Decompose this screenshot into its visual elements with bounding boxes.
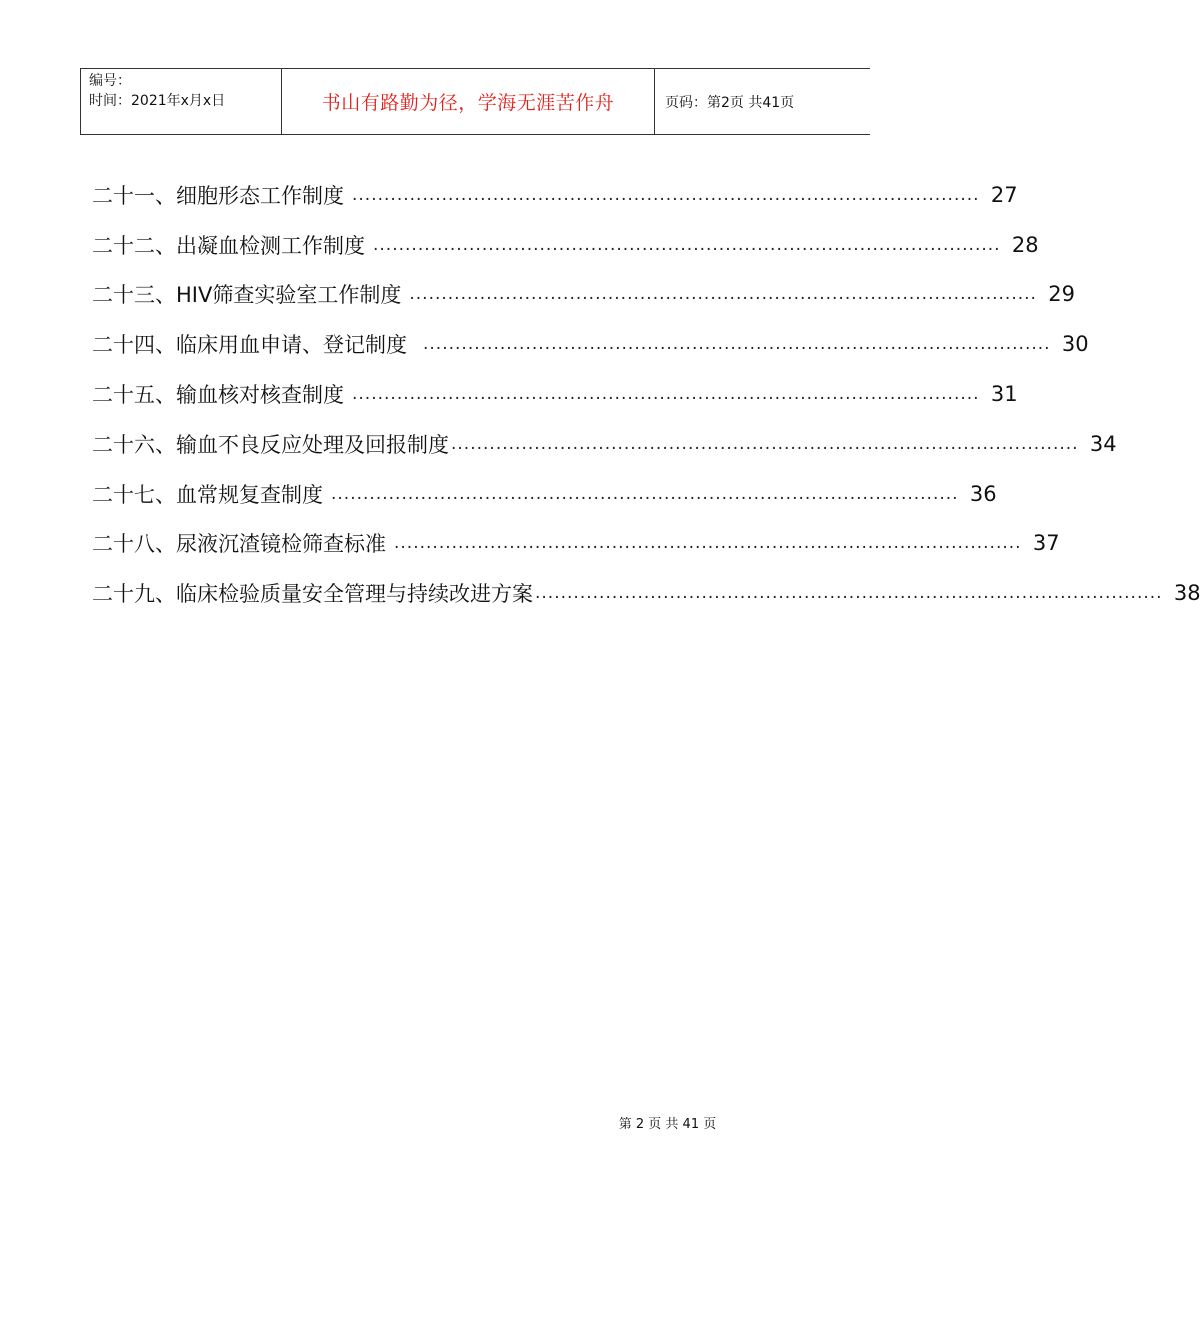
toc-leader: .................................................................................................. xyxy=(409,284,1037,305)
toc-number: 二十九、 xyxy=(92,582,176,607)
toc-entry[interactable] xyxy=(92,469,997,519)
toc-leader: .................................................................................................. xyxy=(394,533,1022,554)
header-meta xyxy=(81,69,282,134)
toc-number: 二十二、 xyxy=(92,233,176,258)
toc-page: 37 xyxy=(1032,531,1060,556)
header-page-info: 页码：第2页 共41页 xyxy=(665,94,795,111)
toc-page: 38 xyxy=(1173,581,1201,606)
page-header xyxy=(80,68,870,135)
toc-entry[interactable] xyxy=(92,220,1039,270)
toc-title: HIV筛查实验室工作制度 xyxy=(176,283,402,308)
toc-title: 血常规复查制度 xyxy=(176,482,323,507)
toc-leader: .................................................................................................. xyxy=(331,483,959,504)
toc-page: 31 xyxy=(990,382,1018,407)
toc-title: 临床用血申请、登记制度 xyxy=(176,333,407,358)
toc-page: 30 xyxy=(1061,332,1089,357)
page-footer: 第 2 页 共 41 页 xyxy=(618,1117,717,1132)
toc-title: 细胞形态工作制度 xyxy=(176,183,344,208)
toc-number: 二十一、 xyxy=(92,183,176,208)
toc-entry[interactable] xyxy=(92,519,1060,569)
table-of-contents xyxy=(92,170,1201,618)
toc-leader: .................................................................................................. xyxy=(423,334,1051,355)
header-number-label: 编号： xyxy=(89,73,131,89)
toc-title: 输血核对核查制度 xyxy=(176,383,344,408)
toc-page: 28 xyxy=(1011,232,1039,257)
toc-leader: .................................................................................................. xyxy=(373,234,1001,255)
toc-leader: .................................................................................................. xyxy=(352,184,980,205)
toc-number: 二十三、 xyxy=(92,283,176,308)
toc-entry[interactable] xyxy=(92,270,1075,320)
toc-entry[interactable] xyxy=(92,369,1018,419)
toc-title: 尿液沉渣镜检筛查标准 xyxy=(176,532,386,557)
header-time-label: 时间：2021年x月x日 xyxy=(89,93,226,109)
toc-leader: .................................................................................................. xyxy=(352,384,980,405)
toc-number: 二十七、 xyxy=(92,482,176,507)
toc-entry[interactable] xyxy=(92,319,1089,369)
toc-title: 输血不良反应处理及回报制度 xyxy=(176,432,449,457)
toc-number: 二十八、 xyxy=(92,532,176,557)
toc-page: 27 xyxy=(990,182,1018,207)
toc-number: 二十六、 xyxy=(92,432,176,457)
toc-page: 34 xyxy=(1089,431,1117,456)
toc-page: 36 xyxy=(969,481,997,506)
toc-entry[interactable] xyxy=(92,419,1117,469)
toc-entry[interactable] xyxy=(92,170,1018,220)
toc-number: 二十五、 xyxy=(92,383,176,408)
toc-number: 二十四、 xyxy=(92,333,176,358)
toc-title: 临床检验质量安全管理与持续改进方案 xyxy=(176,582,533,607)
toc-entry[interactable] xyxy=(92,568,1201,618)
header-motto: 书山有路勤为径，学海无涯苦作舟 xyxy=(282,69,655,134)
toc-leader: .................................................................................................. xyxy=(535,583,1163,604)
toc-page: 29 xyxy=(1048,282,1075,307)
toc-title: 出凝血检测工作制度 xyxy=(176,233,365,258)
toc-leader: .................................................................................................. xyxy=(451,433,1079,454)
